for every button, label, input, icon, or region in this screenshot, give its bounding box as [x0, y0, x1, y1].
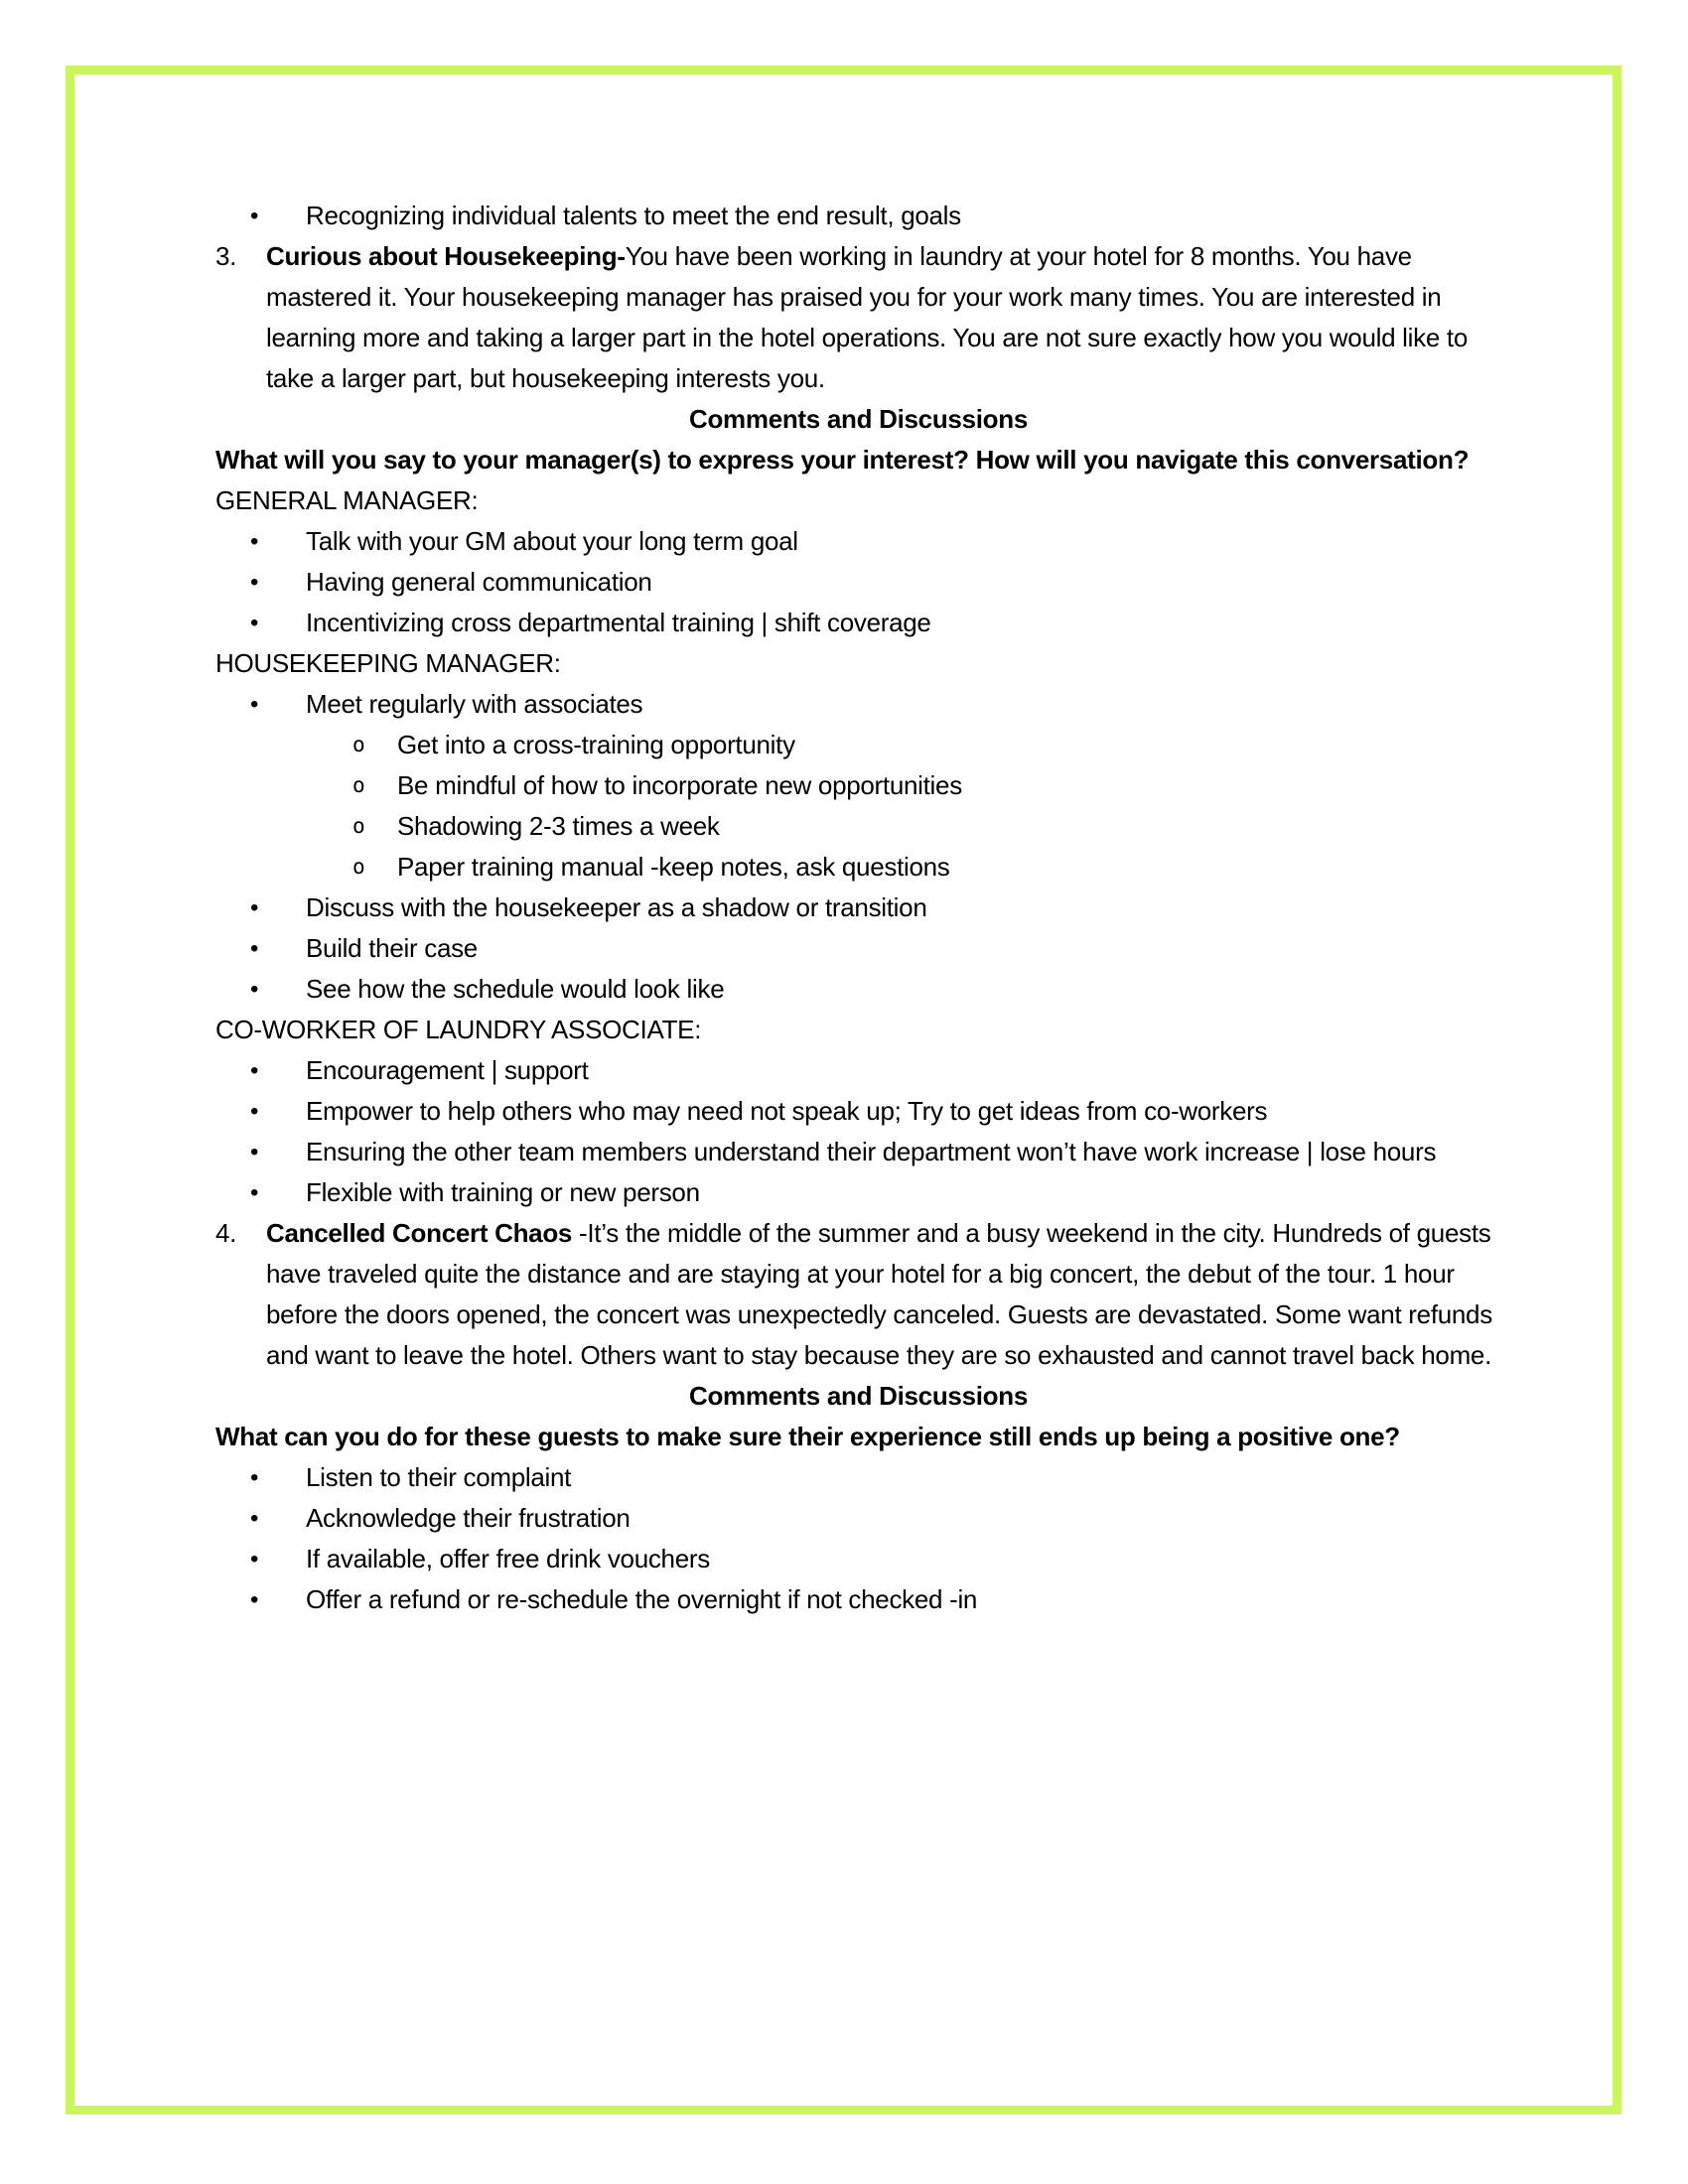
- list-item-text: Talk with your GM about your long term goal: [306, 526, 798, 556]
- list-item-text: Be mindful of how to incorporate new opportunities: [397, 770, 962, 800]
- bullet-marker: •: [250, 691, 259, 718]
- item-title: Curious about Housekeeping-: [266, 241, 626, 271]
- list-item-text: Meet regularly with associates: [306, 689, 643, 719]
- list-item: [215, 887, 1501, 928]
- document-content: [215, 196, 1501, 1620]
- bullet-marker: •: [250, 935, 259, 962]
- list-item-text: Empower to help others who may need not speak up; Try to get ideas from co-workers: [306, 1096, 1268, 1126]
- numbered-item-4: [215, 1213, 1501, 1376]
- bullet-marker: •: [250, 1464, 259, 1491]
- bullet-marker: •: [250, 528, 259, 555]
- item-body: -It’s the middle of the summer and a busy weekend in the city. Hundreds of guests have traveled quite the distance and are staying at your hotel for a big concert, the debut of the tour. 1 hour before the doors opened, the concert was unexpectedly canceled. Guests are devastated. Some want refunds and want to leave the hotel. Others want to stay because they are so exhausted and cannot travel back home.: [266, 1218, 1492, 1370]
- list-item: [215, 684, 1501, 725]
- item-title: Cancelled Concert Chaos: [266, 1218, 579, 1248]
- list-item-text: Encouragement | support: [306, 1055, 589, 1085]
- list-item: [215, 928, 1501, 969]
- bullet-marker: •: [250, 1546, 259, 1572]
- circle-bullet-marker: o: [352, 855, 365, 879]
- bullet-marker: •: [250, 610, 259, 636]
- bullet-marker: •: [250, 1586, 259, 1613]
- list-item-text: Having general communication: [306, 567, 652, 597]
- list-item: [215, 1539, 1501, 1579]
- list-item: [215, 969, 1501, 1010]
- item-body: You have been working in laundry at your hotel for 8 months. You have mastered it. Your housekeeping manager has praised you for your work many times. You are interested in learning more and taking a larger part in the hotel operations. You are not sure exactly how you would like to take a larger part, but housekeeping interests you.: [266, 241, 1468, 393]
- group-label-general-manager: GENERAL MANAGER:: [215, 485, 479, 515]
- list-item: [215, 1579, 1501, 1620]
- list-item: [215, 1172, 1501, 1213]
- list-item-text: Offer a refund or re-schedule the overnight if not checked -in: [306, 1584, 978, 1614]
- discussion-question: What can you do for these guests to make sure their experience still ends up being a positive one?: [215, 1422, 1400, 1451]
- sub-list-item: [215, 806, 1501, 847]
- bullet-marker: •: [250, 203, 259, 229]
- list-item: [215, 603, 1501, 643]
- circle-bullet-marker: o: [352, 733, 365, 756]
- group-label-co-worker: CO-WORKER OF LAUNDRY ASSOCIATE:: [215, 1015, 702, 1044]
- circle-bullet-marker: o: [352, 814, 365, 838]
- bullet-marker: •: [250, 1505, 259, 1532]
- list-item-text: Flexible with training or new person: [306, 1177, 700, 1207]
- list-item: [215, 1457, 1501, 1498]
- group-label-housekeeping-manager: HOUSEKEEPING MANAGER:: [215, 648, 561, 678]
- list-item-text: Ensuring the other team members understand their department won’t have work increase | lose hours: [306, 1137, 1437, 1166]
- list-item-text: Build their case: [306, 933, 478, 963]
- sub-list-item: [215, 765, 1501, 806]
- list-item-text: Listen to their complaint: [306, 1462, 572, 1492]
- sub-list-item: [215, 725, 1501, 765]
- list-item-text: Recognizing individual talents to meet the end result, goals: [306, 201, 961, 230]
- list-item: [215, 1132, 1501, 1172]
- list-item: [215, 562, 1501, 603]
- item-number: 3.: [215, 241, 237, 271]
- bullet-marker: •: [250, 1179, 259, 1206]
- bullet-marker: •: [250, 894, 259, 921]
- circle-bullet-marker: o: [352, 773, 365, 797]
- list-item-text: Get into a cross-training opportunity: [397, 730, 795, 759]
- discussion-question: What will you say to your manager(s) to express your interest? How will you navigate this conversation?: [215, 445, 1470, 475]
- list-item-text: If available, offer free drink vouchers: [306, 1544, 710, 1573]
- bullet-marker: •: [250, 1057, 259, 1084]
- bullet-marker: •: [250, 976, 259, 1003]
- section-heading: Comments and Discussions: [689, 1381, 1028, 1411]
- sub-list-item: [215, 847, 1501, 887]
- list-item: [215, 1050, 1501, 1091]
- bullet-marker: •: [250, 1098, 259, 1125]
- list-item-text: Shadowing 2-3 times a week: [397, 811, 720, 841]
- list-item: [215, 521, 1501, 562]
- bullet-marker: •: [250, 1139, 259, 1165]
- list-item: [215, 1091, 1501, 1132]
- list-item-text: Incentivizing cross departmental training | shift coverage: [306, 608, 931, 637]
- list-item: [215, 196, 1501, 236]
- list-item-text: Discuss with the housekeeper as a shadow or transition: [306, 892, 927, 922]
- numbered-item-3: [215, 236, 1501, 399]
- item-number: 4.: [215, 1218, 237, 1248]
- list-item-text: See how the schedule would look like: [306, 974, 725, 1004]
- list-item: [215, 1498, 1501, 1539]
- section-heading: Comments and Discussions: [689, 404, 1028, 434]
- list-item-text: Acknowledge their frustration: [306, 1503, 631, 1533]
- list-item-text: Paper training manual -keep notes, ask questions: [397, 852, 950, 882]
- bullet-marker: •: [250, 569, 259, 596]
